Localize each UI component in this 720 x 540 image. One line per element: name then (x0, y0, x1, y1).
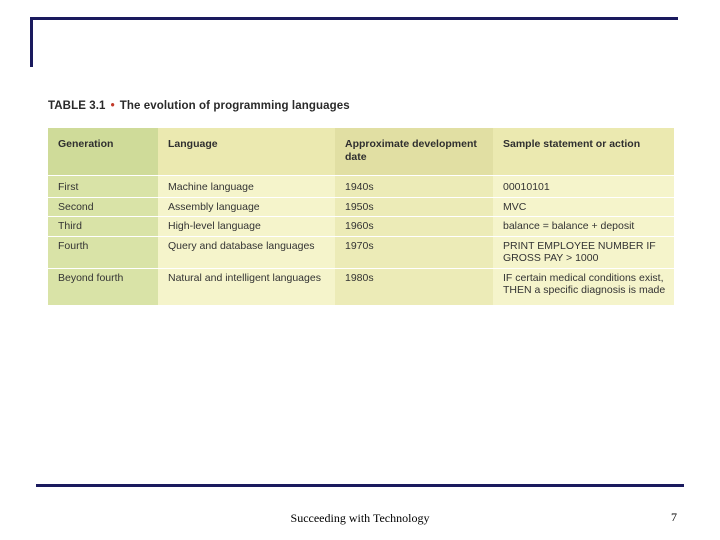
cell-date: 1970s (335, 236, 493, 268)
cell-generation: Second (48, 197, 158, 217)
cell-date: 1940s (335, 176, 493, 198)
cell-date: 1960s (335, 217, 493, 237)
footer-title: Succeeding with Technology (290, 511, 430, 525)
table-row (48, 236, 674, 268)
cell-generation: First (48, 176, 158, 198)
slide-frame-left-line (30, 17, 33, 67)
page-number: 7 (671, 510, 677, 524)
table-row (48, 217, 674, 237)
header-sample: Sample statement or action (493, 128, 674, 176)
cell-language: High-level language (158, 217, 335, 237)
slide-footer-line (36, 484, 684, 487)
cell-language: Assembly language (158, 197, 335, 217)
header-language: Language (158, 128, 335, 176)
cell-sample: balance = balance + deposit (493, 217, 674, 237)
header-generation: Generation (48, 128, 158, 176)
cell-sample: MVC (493, 197, 674, 217)
table-row (48, 268, 674, 305)
cell-date: 1950s (335, 197, 493, 217)
slide-frame-top-line (30, 17, 678, 20)
cell-sample: 00010101 (493, 176, 674, 198)
header-date: Approximate development date (335, 128, 493, 176)
cell-language: Natural and intelligent languages (158, 268, 335, 305)
table-caption-title: The evolution of programming languages (119, 100, 350, 112)
table-caption-number: TABLE 3.1 (48, 100, 106, 112)
table-row (48, 176, 674, 198)
cell-language: Machine language (158, 176, 335, 198)
cell-generation: Third (48, 217, 158, 237)
cell-date: 1980s (335, 268, 493, 305)
programming-languages-table (48, 128, 674, 305)
cell-sample: IF certain medical conditions exist, THEN a specific diagnosis is made (493, 268, 674, 305)
table-row (48, 197, 674, 217)
cell-sample: PRINT EMPLOYEE NUMBER IF GROSS PAY > 1000 (493, 236, 674, 268)
cell-generation: Fourth (48, 236, 158, 268)
cell-generation: Beyond fourth (48, 268, 158, 305)
cell-language: Query and database languages (158, 236, 335, 268)
table-header-row (48, 128, 674, 176)
table-caption (48, 100, 350, 112)
table-caption-separator: • (110, 100, 115, 112)
